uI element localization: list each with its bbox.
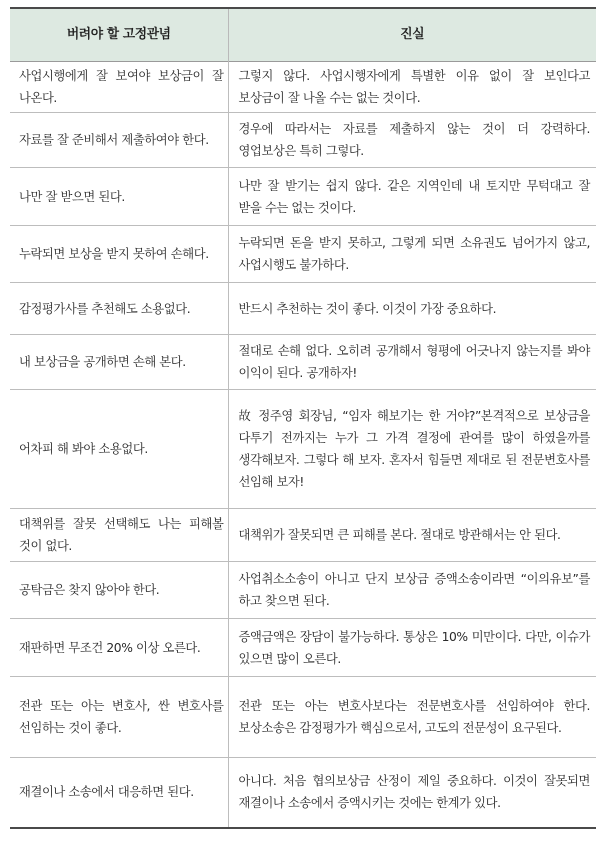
table-row (10, 226, 596, 283)
myth-cell: 재판하면 무조건 20% 이상 오른다. (10, 619, 228, 677)
table-row (10, 168, 596, 226)
truth-cell: 아니다. 처음 협의보상금 산정이 제일 중요하다. 이것이 잘못되면 재결이나 소송에서 증액시키는 것에는 한계가 있다. (228, 758, 596, 828)
myth-cell: 공탁금은 찾지 않아야 한다. (10, 562, 228, 619)
truth-cell: 절대로 손해 없다. 오히려 공개해서 형평에 어긋나지 않는지를 봐야 이익이 된다. 공개하자! (228, 335, 596, 390)
myth-truth-table-wrapper (10, 7, 596, 829)
truth-cell: 사업취소소송이 아니고 단지 보상금 증액소송이라면 “이의유보”를 하고 찾으면 된다. (228, 562, 596, 619)
header-truth: 진실 (228, 8, 596, 62)
myth-cell: 재결이나 소송에서 대응하면 된다. (10, 758, 228, 828)
truth-cell: 누락되면 돈을 받지 못하고, 그렇게 되면 소유권도 넘어가지 않고, 사업시행도 불가하다. (228, 226, 596, 283)
myth-cell: 자료를 잘 준비해서 제출하여야 한다. (10, 113, 228, 168)
truth-cell: 증액금액은 장담이 불가능하다. 통상은 10% 미만이다. 다만, 이슈가 있으면 많이 오른다. (228, 619, 596, 677)
truth-cell: 반드시 추천하는 것이 좋다. 이것이 가장 중요하다. (228, 283, 596, 335)
table-row (10, 509, 596, 562)
header-row (10, 8, 596, 62)
table-row (10, 113, 596, 168)
table-row (10, 62, 596, 113)
table-row (10, 283, 596, 335)
myth-cell: 어차피 해 봐야 소용없다. (10, 390, 228, 509)
myth-cell: 감정평가사를 추천해도 소용없다. (10, 283, 228, 335)
table-row (10, 390, 596, 509)
table-row (10, 335, 596, 390)
table-row (10, 677, 596, 758)
truth-cell: 故 정주영 회장님, “임자 해보기는 한 거야?”본격적으로 보상금을 다투기 전까지는 누가 그 가격 결정에 관여를 많이 하였을까를 생각해보자. 그렇다 해 보자. 혼자서 힘들면 제대로 된 전문변호사를 선임해 보자! (228, 390, 596, 509)
table-row (10, 619, 596, 677)
table-header (10, 8, 596, 62)
myth-truth-table (10, 7, 596, 829)
myth-cell: 사업시행에게 잘 보여야 보상금이 잘 나온다. (10, 62, 228, 113)
table-row (10, 758, 596, 828)
myth-cell: 대책위를 잘못 선택해도 나는 피해볼 것이 없다. (10, 509, 228, 562)
truth-cell: 그렇지 않다. 사업시행자에게 특별한 이유 없이 잘 보인다고 보상금이 잘 나올 수는 없는 것이다. (228, 62, 596, 113)
myth-cell: 전관 또는 아는 변호사, 싼 변호사를 선임하는 것이 좋다. (10, 677, 228, 758)
myth-cell: 내 보상금을 공개하면 손해 본다. (10, 335, 228, 390)
truth-cell: 대책위가 잘못되면 큰 피해를 본다. 절대로 방관해서는 안 된다. (228, 509, 596, 562)
myth-cell: 나만 잘 받으면 된다. (10, 168, 228, 226)
header-myth: 버려야 할 고정관념 (10, 8, 228, 62)
truth-cell: 전관 또는 아는 변호사보다는 전문변호사를 선임하여야 한다. 보상소송은 감정평가가 핵심으로서, 고도의 전문성이 요구된다. (228, 677, 596, 758)
myth-cell: 누락되면 보상을 받지 못하여 손해다. (10, 226, 228, 283)
truth-cell: 경우에 따라서는 자료를 제출하지 않는 것이 더 강력하다. 영업보상은 특히 그렇다. (228, 113, 596, 168)
table-row (10, 562, 596, 619)
table-body (10, 62, 596, 828)
truth-cell: 나만 잘 받기는 쉽지 않다. 같은 지역인데 내 토지만 무턱대고 잘 받을 수는 없는 것이다. (228, 168, 596, 226)
